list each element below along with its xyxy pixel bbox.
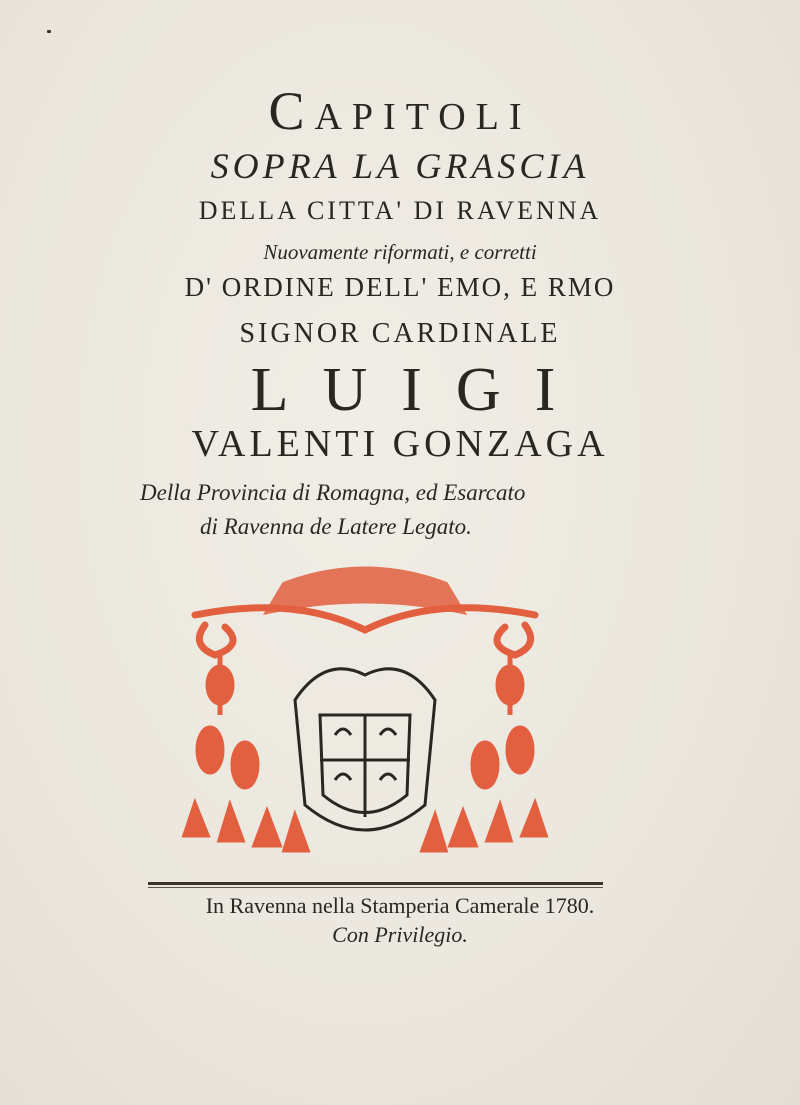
subtitle-order: D' ORDINE DELL' EMO, E RMO [184, 272, 616, 302]
tassels-left-icon [185, 655, 307, 850]
imprint: In Ravenna nella Stamperia Camerale 1780. [205, 893, 595, 918]
galero-hat-icon [195, 570, 535, 655]
shield-icon [295, 669, 435, 830]
name-luigi: LUIGI [250, 356, 590, 424]
cardinal-coat-of-arms-icon [175, 555, 555, 865]
legate-line-2: di Ravenna de Latere Legato. [200, 514, 472, 539]
privilege-line: Con Privilegio. [332, 922, 468, 947]
name-valenti-gonzaga: VALENTI GONZAGA [191, 423, 609, 465]
subtitle-city: DELLA CITTA' DI RAVENNA [198, 196, 602, 225]
subtitle-grascia: SOPRA LA GRASCIA [210, 146, 590, 186]
subtitle-reformed: Nuovamente riformati, e corretti [263, 240, 537, 264]
legate-line-1: Della Provincia di Romagna, ed Esarcato [140, 480, 526, 505]
divider-rule-thin [148, 887, 603, 888]
ink-speck [47, 30, 51, 33]
tassels-right-icon [423, 655, 545, 850]
title-capitoli: Capitoli [268, 81, 532, 141]
divider-rule [148, 882, 603, 885]
subtitle-cardinal: SIGNOR CARDINALE [239, 318, 561, 349]
